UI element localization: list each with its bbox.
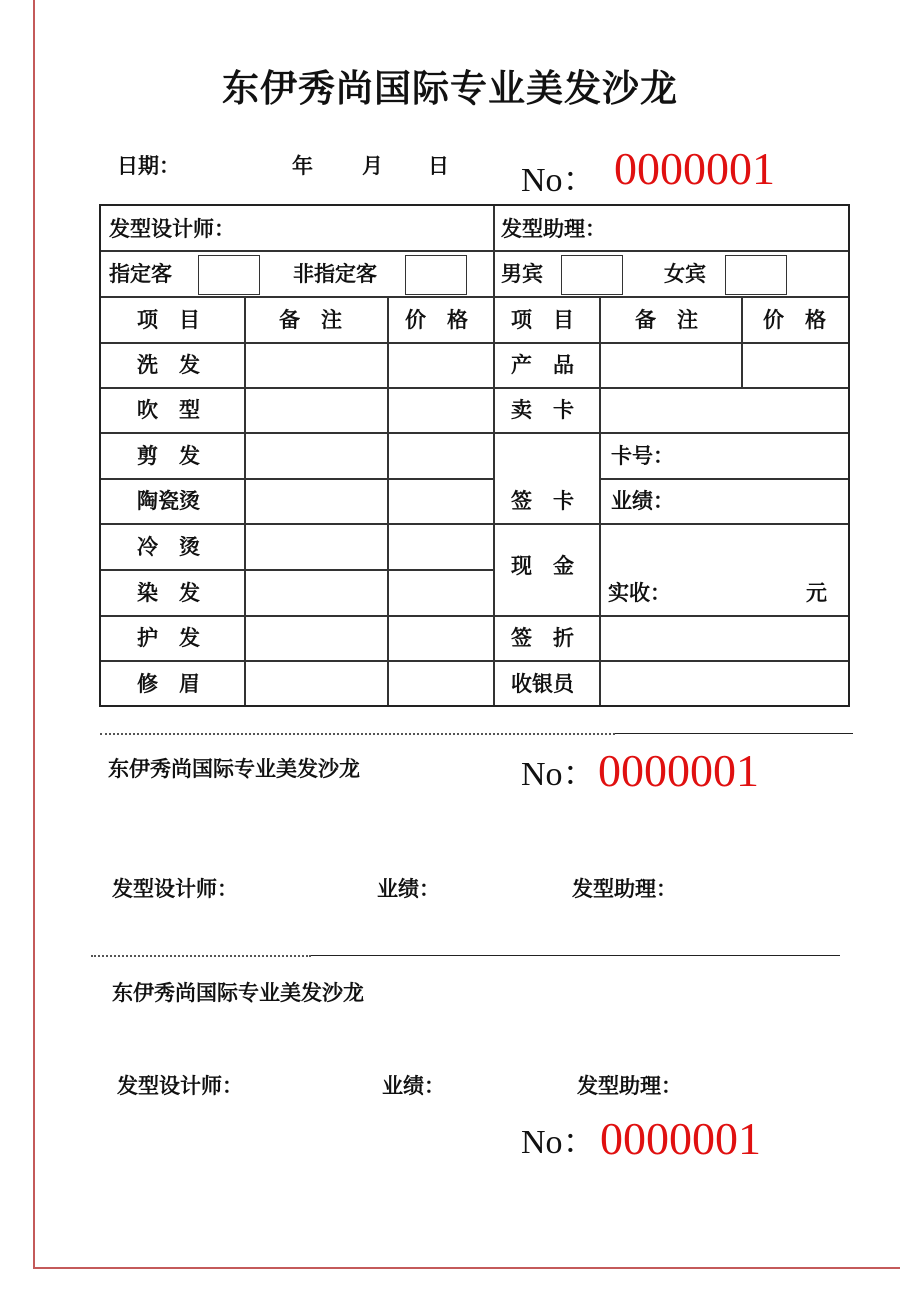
column-header-remarks: 备 注 bbox=[279, 308, 342, 332]
service-hair-care: 护 发 bbox=[137, 626, 200, 650]
female-guest-checkbox[interactable] bbox=[725, 255, 787, 295]
column-header-price: 价 格 bbox=[763, 308, 826, 332]
stub2-salon-name: 东伊秀尚国际专业美发沙龙 bbox=[112, 981, 364, 1005]
non-designated-customer-checkbox[interactable] bbox=[405, 255, 467, 295]
stub1-performance-label: 业绩： bbox=[377, 877, 440, 901]
service-haircut: 剪 发 bbox=[137, 444, 200, 468]
date-label: 日期： bbox=[117, 154, 180, 178]
service-ceramic-perm: 陶瓷烫 bbox=[137, 489, 200, 513]
stub1-assistant-label: 发型助理： bbox=[572, 877, 677, 901]
column-header-item: 项 目 bbox=[511, 308, 574, 332]
received-amount-label: 实收： bbox=[608, 581, 671, 605]
receipt-number-value: 0000001 bbox=[614, 143, 775, 194]
tear-line-solid bbox=[311, 955, 840, 956]
row-line bbox=[599, 478, 848, 480]
day-label: 日 bbox=[428, 154, 449, 178]
stub2-performance-label: 业绩： bbox=[382, 1074, 445, 1098]
service-shampoo: 洗 发 bbox=[137, 353, 200, 377]
item-sign-discount: 签 折 bbox=[511, 626, 574, 650]
designer-label: 发型设计师： bbox=[109, 217, 235, 241]
non-designated-customer-label: 非指定客 bbox=[293, 262, 377, 286]
row-line bbox=[101, 342, 848, 344]
row-line bbox=[101, 432, 848, 434]
row-line bbox=[101, 523, 848, 525]
row-line bbox=[101, 387, 848, 389]
stub1-salon-name: 东伊秀尚国际专业美发沙龙 bbox=[108, 757, 360, 781]
year-label: 年 bbox=[292, 154, 313, 178]
row-line bbox=[101, 615, 848, 617]
row-line bbox=[101, 478, 493, 480]
receipt-number-label: No： bbox=[521, 162, 597, 199]
currency-unit: 元 bbox=[806, 581, 827, 605]
column-line bbox=[244, 296, 246, 705]
column-header-price: 价 格 bbox=[405, 308, 468, 332]
item-cash: 现 金 bbox=[511, 554, 574, 578]
row-line bbox=[101, 250, 848, 252]
page-border-bottom bbox=[33, 1267, 900, 1269]
stub1-designer-label: 发型设计师： bbox=[112, 877, 238, 901]
service-eyebrow-trim: 修 眉 bbox=[137, 672, 200, 696]
item-sell-card: 卖 卡 bbox=[511, 398, 574, 422]
tear-line-dotted bbox=[91, 955, 311, 957]
column-header-remarks: 备 注 bbox=[635, 308, 698, 332]
designated-customer-checkbox[interactable] bbox=[198, 255, 260, 295]
column-line bbox=[599, 296, 601, 705]
row-line bbox=[101, 569, 493, 571]
column-line bbox=[741, 296, 743, 387]
item-product: 产 品 bbox=[511, 353, 574, 377]
service-blow-dry: 吹 型 bbox=[137, 398, 200, 422]
item-cashier: 收银员 bbox=[511, 672, 574, 696]
male-guest-checkbox[interactable] bbox=[561, 255, 623, 295]
assistant-label: 发型助理： bbox=[501, 217, 606, 241]
designated-customer-label: 指定客 bbox=[109, 262, 172, 286]
service-cold-perm: 冷 烫 bbox=[137, 535, 200, 559]
tear-line-dotted bbox=[100, 733, 615, 735]
column-header-item: 项 目 bbox=[137, 308, 200, 332]
tear-line-solid bbox=[615, 733, 853, 734]
card-number-label: 卡号： bbox=[611, 444, 674, 468]
male-guest-label: 男宾 bbox=[501, 262, 543, 286]
female-guest-label: 女宾 bbox=[664, 262, 706, 286]
stub2-assistant-label: 发型助理： bbox=[577, 1074, 682, 1098]
month-label: 月 bbox=[362, 154, 383, 178]
row-line bbox=[101, 660, 848, 662]
stub2-number-label: No： bbox=[521, 1124, 597, 1161]
center-column-line bbox=[493, 206, 495, 705]
page-border-left bbox=[33, 0, 35, 1269]
row-line bbox=[101, 296, 848, 298]
salon-title: 东伊秀尚国际专业美发沙龙 bbox=[222, 67, 678, 110]
stub2-designer-label: 发型设计师： bbox=[117, 1074, 243, 1098]
stub1-number-value: 0000001 bbox=[598, 745, 759, 796]
service-hair-dye: 染 发 bbox=[137, 581, 200, 605]
stub1-number-label: No： bbox=[521, 756, 597, 793]
stub2-number-value: 0000001 bbox=[600, 1113, 761, 1164]
performance-label: 业绩： bbox=[611, 489, 674, 513]
service-form-table bbox=[99, 204, 850, 707]
column-line bbox=[387, 296, 389, 705]
item-sign-card: 签 卡 bbox=[511, 489, 574, 513]
